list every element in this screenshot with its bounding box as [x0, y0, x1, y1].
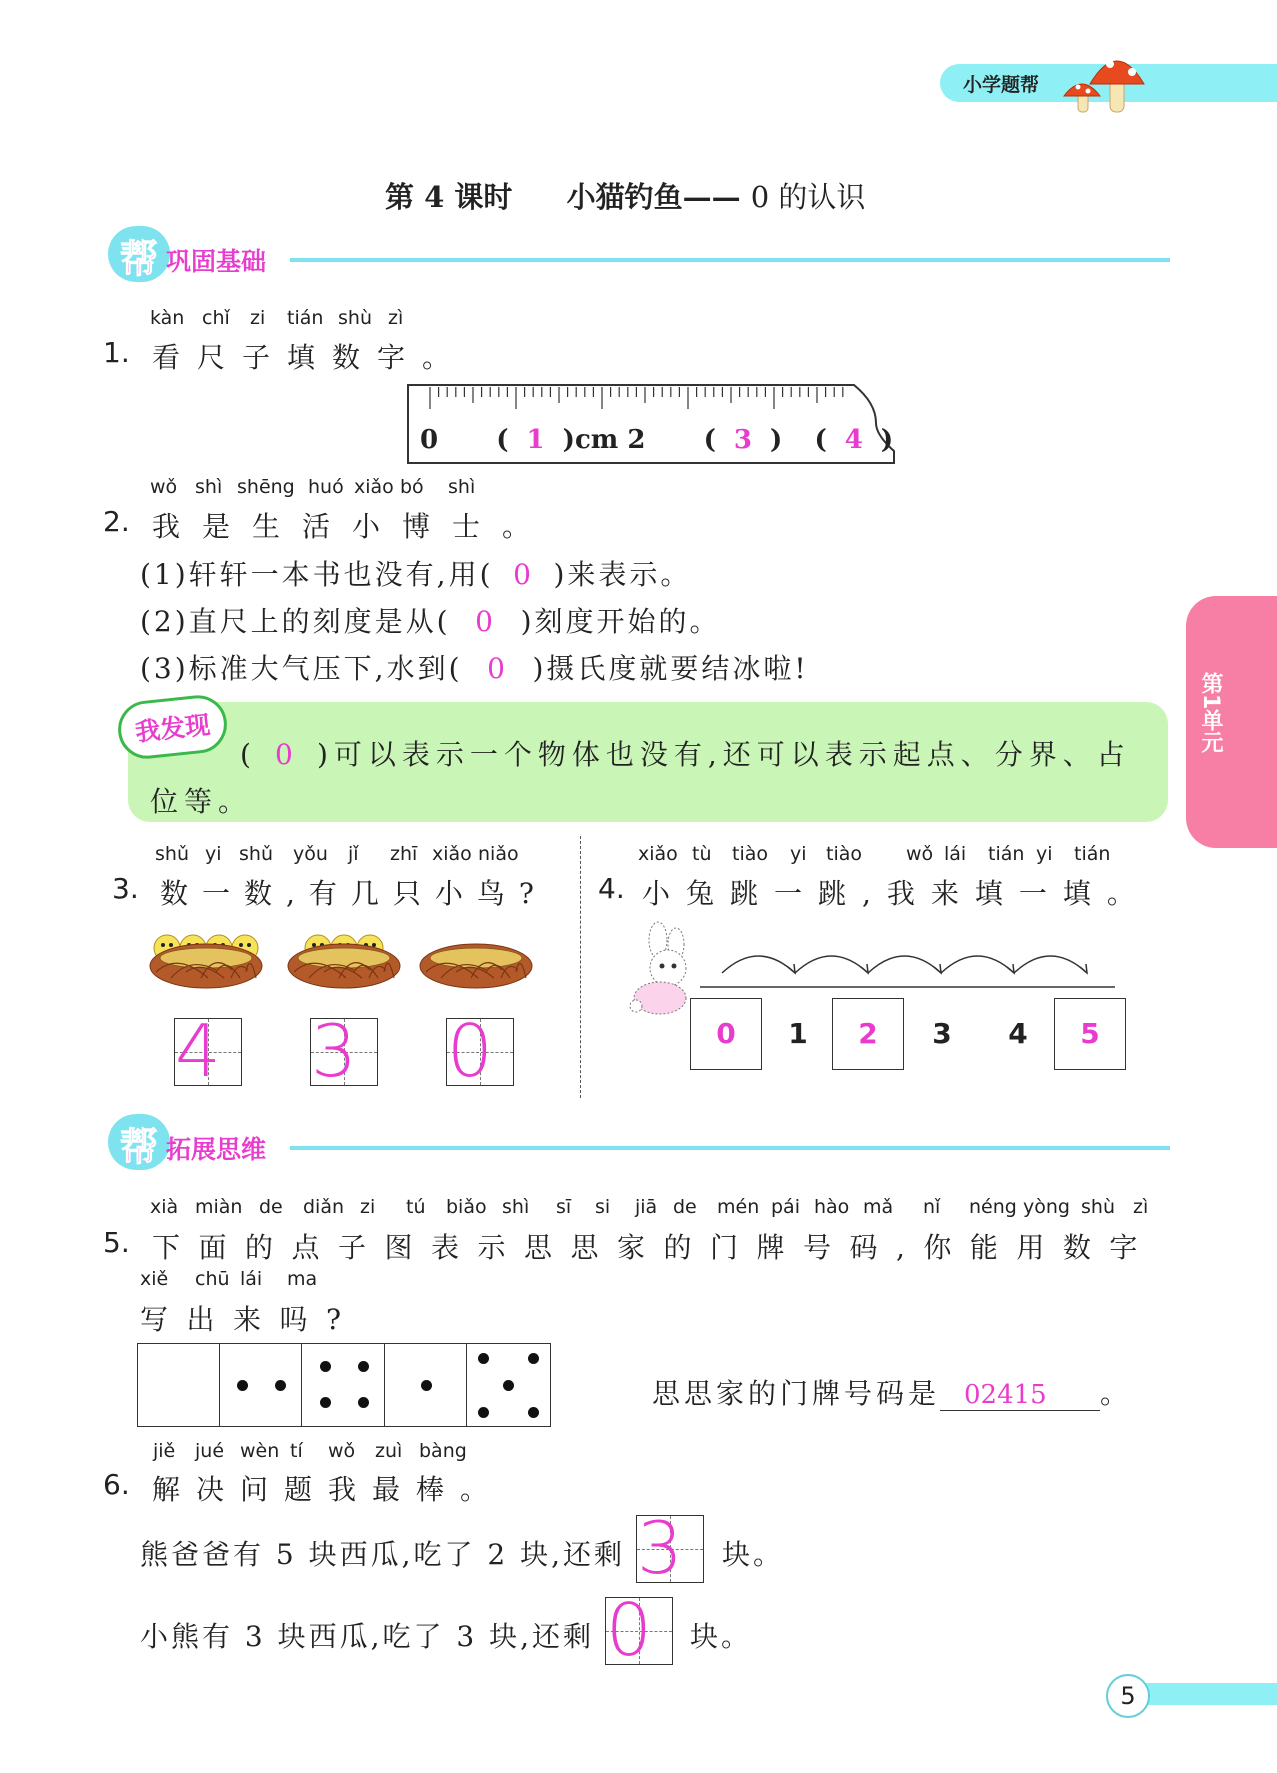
pinyin-syllable: tián — [988, 843, 1025, 865]
ruler-answer-2: 3 — [733, 425, 752, 455]
pinyin-syllable: tiào — [732, 843, 768, 865]
hop-arrowhead — [861, 964, 868, 973]
pinyin-syllable: ma — [287, 1268, 318, 1290]
pinyin-syllable: shì — [195, 476, 223, 498]
pinyin-syllable: biǎo — [446, 1196, 487, 1218]
pinyin-syllable: yi — [1036, 843, 1053, 865]
pinyin-syllable: sī — [556, 1196, 572, 1218]
section-badge-title: 巩固基础 — [166, 247, 267, 276]
footer-bar — [1130, 1683, 1277, 1705]
q5-text-line-1: 下面的点子图表示思思家的门牌号码,你能用数字 — [152, 1231, 1156, 1264]
dot — [528, 1407, 539, 1418]
pinyin-syllable: shǔ — [239, 843, 273, 865]
pinyin-syllable: lái — [240, 1268, 263, 1290]
pinyin-syllable: tú — [406, 1196, 426, 1218]
pinyin-syllable: tí — [290, 1440, 303, 1462]
pinyin-syllable: kàn — [150, 307, 185, 329]
pinyin-syllable: néng — [969, 1196, 1017, 1218]
dot-card — [385, 1344, 467, 1426]
pinyin-syllable: shǔ — [155, 843, 189, 865]
pinyin-syllable: tián — [1074, 843, 1111, 865]
pinyin-syllable: de — [259, 1196, 283, 1218]
dot — [237, 1380, 248, 1391]
dot — [320, 1397, 331, 1408]
pinyin-syllable: xiě — [140, 1268, 169, 1290]
hop-arrowhead — [1007, 964, 1014, 973]
lesson-subtopic: 0 的认识 — [750, 180, 866, 214]
ruler-cm-label: )cm 2 — [562, 425, 646, 455]
discover-line-1: ( 0 )可以表示一个物体也没有,还可以表示起点、分界、占 — [240, 738, 1131, 771]
lesson-number: 第 4 课时 — [385, 180, 513, 214]
dot — [478, 1407, 489, 1418]
section-badge-extend — [108, 1110, 288, 1170]
pinyin-syllable: pái — [771, 1196, 800, 1218]
q2-answer-2: 0 — [475, 605, 496, 638]
column-divider — [580, 836, 581, 1098]
pinyin-syllable: tián — [287, 307, 324, 329]
number-line — [700, 945, 1120, 995]
pinyin-syllable: bó — [400, 476, 424, 498]
mushroom-icon — [1060, 42, 1150, 116]
section-badge-basics — [108, 222, 288, 282]
pinyin-syllable: zhī — [390, 843, 418, 865]
ruler-zero: 0 — [420, 425, 439, 455]
discover-badge: 我发现 — [115, 692, 229, 761]
dot — [358, 1361, 369, 1372]
pinyin-syllable: zuì — [375, 1440, 403, 1462]
q3-answer: 0 — [447, 1009, 493, 1093]
q4-number: 3 — [932, 1017, 952, 1050]
dot — [275, 1380, 286, 1391]
pinyin-syllable: jiā — [635, 1196, 658, 1218]
pinyin-syllable: niǎo — [478, 843, 519, 865]
brand-title: 小学题帮 — [963, 74, 1040, 96]
section-badge-char: 帮 — [120, 237, 159, 281]
pinyin-syllable: mǎ — [863, 1196, 894, 1218]
q6-text: 解决问题我最棒。 — [152, 1473, 505, 1506]
q3-answer-box — [310, 1009, 378, 1093]
q1-text: 看尺子填数字。 — [152, 341, 468, 374]
dot-card — [138, 1344, 220, 1426]
pinyin-syllable: wǒ — [906, 843, 934, 865]
q2-answer-1: 0 — [513, 558, 534, 591]
q6-answer-2-box — [605, 1588, 673, 1672]
pinyin-syllable: mén — [717, 1196, 760, 1218]
hop-arc — [722, 956, 795, 973]
pinyin-syllable: jué — [195, 1440, 225, 1462]
discover-answer: 0 — [275, 738, 299, 771]
ruler-labels: 0 ( 1 )cm 2 ( 3 ) ( 4 ) — [420, 425, 894, 455]
pinyin-syllable: zi — [360, 1196, 376, 1218]
lesson-title — [385, 175, 865, 216]
q3-answer: 3 — [311, 1009, 357, 1093]
pinyin-syllable: huó — [308, 476, 344, 498]
pinyin-syllable: de — [673, 1196, 697, 1218]
ruler-answer-1: 1 — [526, 425, 545, 455]
dot — [503, 1380, 514, 1391]
hop-arc — [1014, 956, 1087, 973]
q4-answer-box: 0 — [690, 998, 762, 1070]
q6-item-1-end: 块。 — [722, 1538, 785, 1571]
q1-number: 1. — [103, 336, 130, 369]
pinyin-syllable: lái — [944, 843, 967, 865]
q4-number: 4 — [1008, 1017, 1028, 1050]
q6-answer-2: 0 — [606, 1588, 652, 1672]
pinyin-syllable: si — [595, 1196, 611, 1218]
q4-text: 小兔跳一跳,我来填一填。 — [642, 877, 1151, 910]
pinyin-syllable: yǒu — [293, 843, 328, 865]
pinyin-syllable: zi — [250, 307, 266, 329]
q6-item-2-end: 块。 — [690, 1620, 753, 1653]
pinyin-syllable: yi — [205, 843, 222, 865]
pinyin-syllable: zì — [388, 307, 404, 329]
pinyin-syllable: jiě — [153, 1440, 176, 1462]
pinyin-syllable: chū — [195, 1268, 230, 1290]
lesson-topic: 小猫钓鱼—— — [566, 180, 741, 214]
q2-answer-3: 0 — [487, 652, 508, 685]
q6-answer-1-box — [636, 1506, 704, 1590]
pinyin-syllable: xià — [150, 1196, 179, 1218]
dot — [528, 1353, 539, 1364]
pinyin-syllable: chǐ — [202, 307, 230, 329]
bird-nest-image — [148, 922, 264, 992]
hop-arc — [795, 956, 868, 973]
pinyin-syllable: jǐ — [348, 843, 359, 865]
pinyin-syllable: wǒ — [328, 1440, 356, 1462]
hop-arc — [941, 956, 1014, 973]
pinyin-syllable: hào — [814, 1196, 850, 1218]
pinyin-syllable: nǐ — [923, 1196, 941, 1218]
q4-answer-box: 2 — [832, 998, 904, 1070]
pinyin-syllable: xiǎo — [432, 843, 472, 865]
pinyin-syllable: diǎn — [303, 1196, 345, 1218]
pinyin-syllable: xiǎo — [354, 476, 394, 498]
pinyin-syllable: yi — [790, 843, 807, 865]
q6-number: 6. — [103, 1468, 130, 1501]
q2-number: 2. — [103, 505, 130, 538]
pinyin-syllable: shì — [448, 476, 476, 498]
q5-answer: 02415 — [940, 1380, 1100, 1411]
q2-item-2: (2)直尺上的刻度是从( 0 )刻度开始的。 — [140, 605, 721, 638]
q4-answer-box: 5 — [1054, 998, 1126, 1070]
q2-item-1: (1)轩轩一本书也没有,用( 0 )来表示。 — [140, 558, 692, 591]
q2-text: 我是生活小博士。 — [152, 510, 553, 543]
hop-arrowhead — [788, 964, 795, 973]
dot-card-grid — [137, 1343, 551, 1427]
q4-number: 4. — [598, 872, 625, 905]
pinyin-syllable: zì — [1133, 1196, 1149, 1218]
q4-number: 1 — [788, 1017, 808, 1050]
bird-nest-image — [286, 922, 402, 992]
pinyin-syllable: wèn — [240, 1440, 280, 1462]
pinyin-syllable: xiǎo — [638, 843, 678, 865]
q2-item-3: (3)标准大气压下,水到( 0 )摄氏度就要结冰啦! — [140, 652, 809, 685]
dot — [421, 1380, 432, 1391]
section-rule — [290, 258, 1170, 262]
dot — [320, 1361, 331, 1372]
q6-item-1: 熊爸爸有 5 块西瓜,吃了 2 块,还剩 — [140, 1538, 626, 1571]
section-badge-char: 帮 — [120, 1125, 159, 1169]
pinyin-syllable: shù — [338, 307, 372, 329]
q3-answer: 4 — [175, 1009, 221, 1093]
dot-card — [220, 1344, 302, 1426]
pinyin-syllable: miàn — [195, 1196, 243, 1218]
q6-item-2: 小熊有 3 块西瓜,吃了 3 块,还剩 — [140, 1620, 595, 1653]
pinyin-syllable: tù — [692, 843, 712, 865]
q3-number: 3. — [112, 872, 139, 905]
unit-side-tab-label: 第1单元 — [1198, 672, 1223, 754]
pinyin-syllable: shì — [502, 1196, 530, 1218]
discover-line-2: 位等。 — [150, 785, 253, 818]
q3-answer-box — [446, 1009, 514, 1093]
q3-text: 数一数,有几只小鸟? — [160, 877, 548, 910]
pinyin-syllable: tiào — [826, 843, 862, 865]
q5-text-line-2: 写出来吗? — [140, 1303, 360, 1336]
page-number: 5 — [1106, 1674, 1150, 1718]
q5-number: 5. — [103, 1226, 130, 1259]
dot-card — [303, 1344, 385, 1426]
hop-arrowhead — [934, 964, 941, 973]
hop-arrowhead — [1080, 964, 1087, 973]
ruler-answer-3: 4 — [844, 425, 863, 455]
pinyin-syllable: bàng — [419, 1440, 467, 1462]
hop-arc — [868, 956, 941, 973]
dot-card — [467, 1344, 549, 1426]
pinyin-syllable: shù — [1081, 1196, 1115, 1218]
dot — [358, 1397, 369, 1408]
q5-answer-line: 思思家的门牌号码是 02415 。 — [652, 1377, 1133, 1410]
pinyin-syllable: shēng — [237, 476, 295, 498]
pinyin-syllable: yòng — [1023, 1196, 1070, 1218]
section-badge-title: 拓展思维 — [166, 1135, 267, 1164]
q6-answer-1: 3 — [637, 1506, 683, 1590]
q3-answer-box — [174, 1009, 242, 1093]
bird-nest-image — [418, 922, 534, 992]
pinyin-syllable: wǒ — [150, 476, 178, 498]
q5-answer-label: 思思家的门牌号码是 — [652, 1377, 941, 1410]
section-rule — [290, 1146, 1170, 1150]
dot — [478, 1353, 489, 1364]
